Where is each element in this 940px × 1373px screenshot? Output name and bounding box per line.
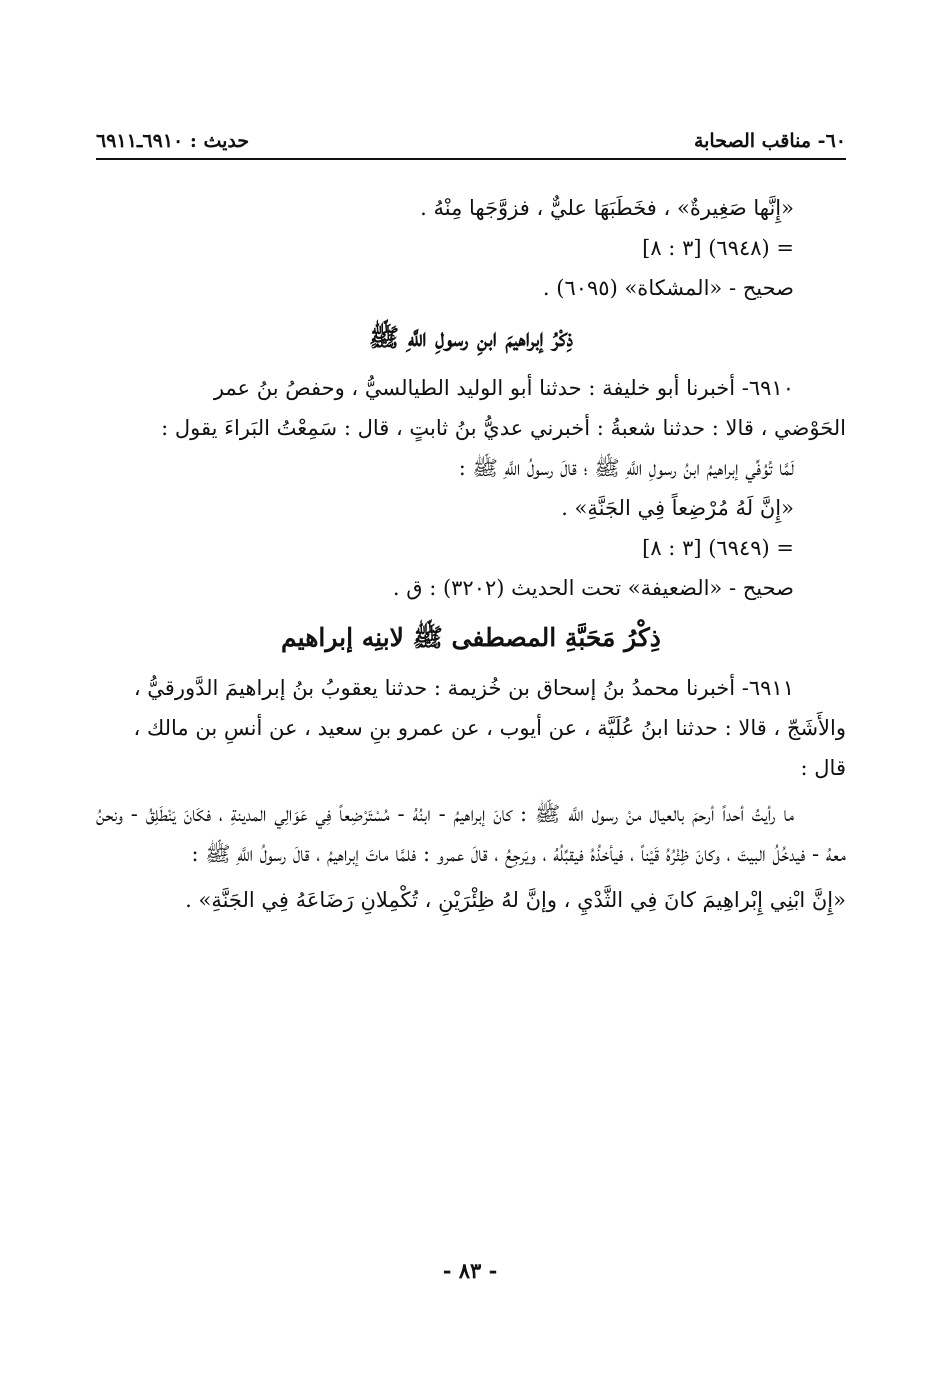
isnad-line: الحَوْضي ، قالا : حدثنا شعبةُ : أخبرني عديُّ بنُ ثابتٍ ، قال : سَمِعْتُ البَراءَ يقول : (161, 416, 846, 440)
isnad-line: قال : (800, 756, 846, 780)
running-header (96, 112, 846, 160)
page-number: - ٨٣ - (442, 1258, 498, 1283)
matn-paragraph: «إِنَّ ابْنِي إِبْراهِيمَ كانَ فِي الثَّدْيِ ، وإنَّ لهُ ظِئْرَيْنِ ، تُكْمِلانِ رَضَاعَهُ فِي الجَنَّةِ» . (185, 888, 846, 912)
isnad-line: ٦٩١١- أخبرنا محمدُ بنُ إسحاق بن خُزيمة : حدثنا يعقوبُ بنُ إبراهيمَ الدَّورقيُّ ، (133, 676, 794, 700)
section-heading: ذِكْرُ إبراهيمَ ابنِ رسولِ اللَّهِ ﷺ (368, 323, 574, 352)
page-body (96, 188, 846, 920)
matn-line: لَمَّا تُوُفِّي إبراهيمُ ابنُ رسولِ اللَّهِ ﷺ ؛ قالَ رسولُ اللَّهِ ﷺ : (458, 456, 794, 480)
hadith-range: حديث : ٦٩١٠ـ٦٩١١ (96, 130, 250, 152)
reference-line: = (٦٩٤٨) [٣ : ٨] (642, 236, 794, 260)
grading-line: صحيح - «المشكاة» (٦٠٩٥) . (542, 276, 794, 300)
text-line: «إِنَّها صَغِيرةٌ» ، فخَطَبَهَا عليٌّ ، فزوَّجَها مِنْهُ . (420, 196, 794, 220)
chapter-title: ٦٠- مناقب الصحابة (693, 130, 846, 152)
isnad-line: والأَشَجّ ، قالا : حدثنا ابنُ عُلَيَّة ، عن أيوب ، عن عمرو بنِ سعيد ، عن أنسِ بن مالك ، (133, 716, 846, 740)
section-heading: ذِكْرُ مَحَبَّةِ المصطفى ﷺ لابنِه إبراهيم (281, 623, 661, 652)
grading-line: صحيح - «الضعيفة» تحت الحديث (٣٢٠٢) : ق . (392, 576, 794, 600)
isnad-line: ٦٩١٠- أخبرنا أبو خليفة : حدثنا أبو الوليد الطيالسيُّ ، وحفصُ بنُ عمر (213, 376, 794, 400)
matn-paragraph: ما رأيتُ أحداً أرحمَ بالعيال منْ رسول اللَّه ﷺ : كانَ إبراهيمُ - ابنُهُ - مُسْتَرْضِعاً فِي عَوَالِي المدينةِ ، فكَانَ يَنْطَلِقُ - ونحنُ معهُ - فيدخُلُ البيتَ ، وكانَ ظِئْرُهُ قَيْناً ، فيأخذُهُ فيقبِّلُهُ ، ويَرجِعُ ، قالَ عمرو : فلمَّا ماتَ إبراهيمُ ، قالَ رسولُ اللَّهِ ﷺ : (96, 802, 846, 866)
reference-line: = (٦٩٤٩) [٣ : ٨] (642, 536, 794, 560)
matn-line: «إِنَّ لَهُ مُرْضِعاً فِي الجَنَّةِ» . (561, 496, 794, 520)
